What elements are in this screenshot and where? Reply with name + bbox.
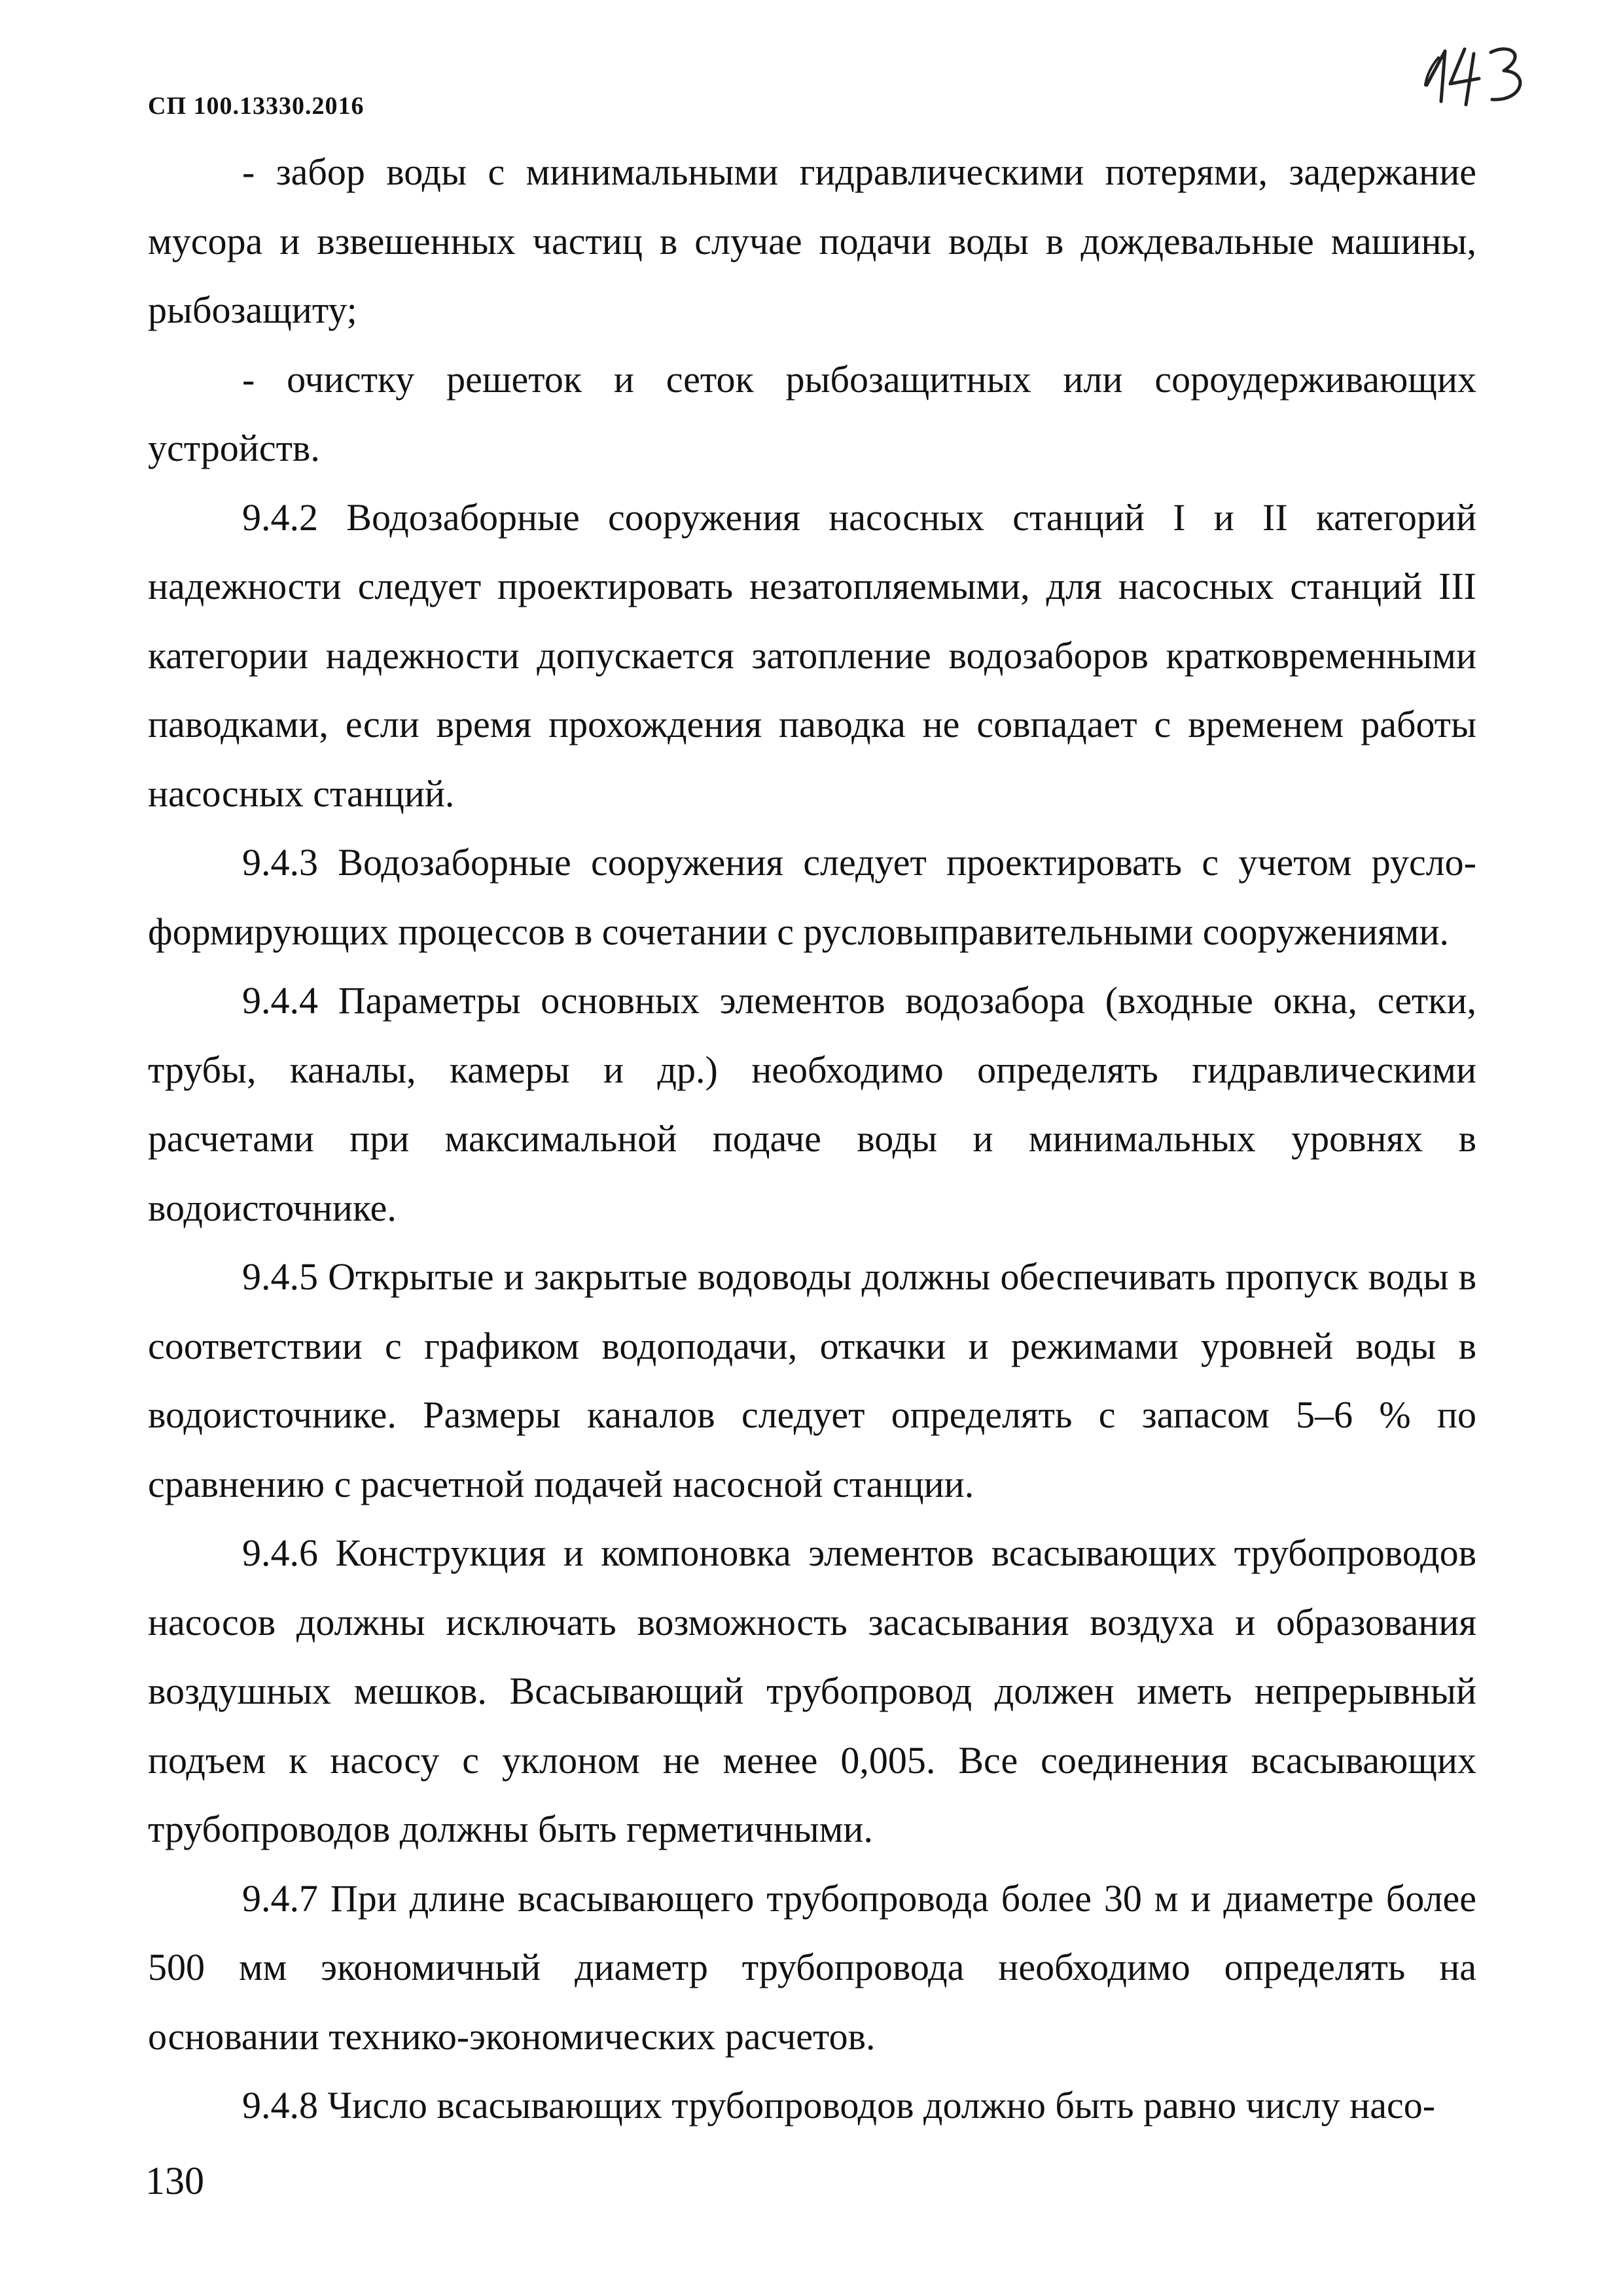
paragraph-intake-requirements: - забор воды с минимальными гидравлическими потерями, задержание мусора и взвешенных частиц в случае подачи воды в дождевальные машины, рыбозащиту; [148, 151, 1476, 331]
handwritten-page-number [1419, 39, 1530, 111]
paragraph-9-4-4: 9.4.4 Параметры основных элементов водозабора (входные окна, сетки, трубы, каналы, камеры и др.) необходимо определять гидравлическими расчетами при максимальной подаче воды и минимальных уровнях в водоисточнике. [148, 979, 1476, 1229]
paragraph-9-4-7: 9.4.7 При длине всасывающего трубопровода более 30 м и диаметре более 500 мм экономичный диаметр трубопровода необходимо определять на основании технико-экономических расчетов. [148, 1876, 1476, 2058]
paragraph-screen-cleaning: - очистку решеток и сеток рыбозащитных или сороудерживающих устройств. [148, 357, 1476, 469]
paragraph-9-4-6: 9.4.6 Конструкция и компоновка элементов всасывающих трубопроводов насосов должны исключать возможность засасывания воздуха и образования воздушных мешков. Всасывающий трубопровод должен иметь непрерывный подъем к насосу с уклоном не менее 0,005. Все соединения всасывающих трубопроводов должны быть герметичными. [148, 1532, 1476, 1850]
paragraph-9-4-2: 9.4.2 Водозаборные сооружения насосных станций I и II категорий надежности следует проектировать незатопляемыми, для насосных станций III категории надежности допускается затопление водозаборов кратковременными паводками, если время прохождения паводка не совпадает с временем работы насосных станций. [148, 495, 1476, 815]
paragraph-9-4-3: 9.4.3 Водозаборные сооружения следует проектировать с учетом руслоформирующих процессов в сочетании с русловыправительными сооружениями. [148, 841, 1476, 953]
paragraph-9-4-5: 9.4.5 Открытые и закрытые водоводы должны обеспечивать пропуск воды в соответствии с графиком водоподачи, откачки и режимами уровней воды в водоисточнике. Размеры каналов следует определять с запасом 5–6 % по сравнению с расчетной подачей насосной станции. [148, 1255, 1476, 1505]
page-number: 130 [145, 2159, 204, 2202]
paragraph-9-4-8: 9.4.8 Число всасывающих трубопроводов должно быть равно числу насо- [242, 2084, 1436, 2126]
document-body [148, 137, 1476, 2140]
document-code: СП 100.13330.2016 [148, 92, 365, 120]
